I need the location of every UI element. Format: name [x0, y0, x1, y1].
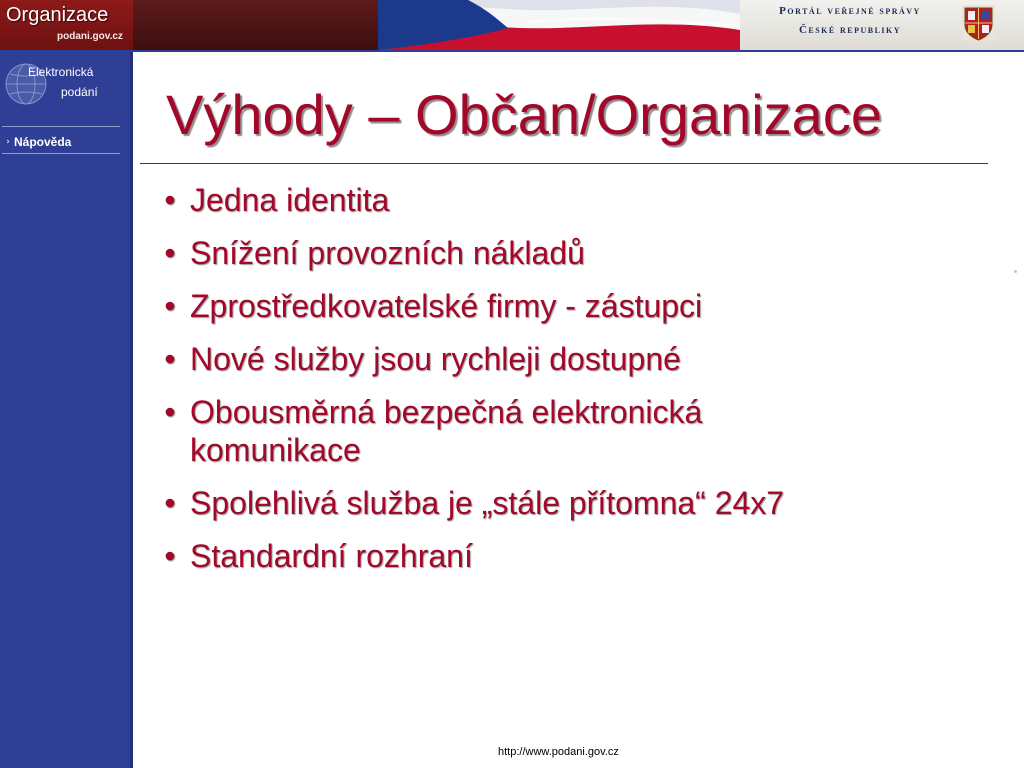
sidebar-item-napoveda[interactable] [2, 131, 120, 153]
chevron-right-icon: › [6, 137, 10, 147]
brand-title: Organizace [6, 4, 109, 26]
nav-divider-bottom [2, 153, 120, 154]
bullet-text: Spolehlivá služba je „stále přítomna“ 24x7 [190, 485, 785, 521]
bullet-list [150, 181, 1010, 590]
nav-divider-top [2, 126, 120, 127]
sidebar [0, 52, 132, 768]
bullet-icon: • [164, 538, 176, 574]
elektronicka-podani-logo[interactable] [2, 58, 118, 112]
bullet-icon: • [164, 182, 176, 218]
list-item [150, 234, 1010, 272]
slide-title: Výhody – Občan/Organizace [166, 83, 882, 146]
bullet-icon: • [164, 288, 176, 324]
decorative-dot [1014, 270, 1017, 273]
bullet-icon: • [164, 235, 176, 271]
list-item [150, 484, 1010, 522]
sidebar-edge [130, 52, 133, 768]
bullet-icon: • [164, 485, 176, 521]
list-item [150, 340, 1010, 378]
brand-subtitle: podani.gov.cz [57, 31, 123, 42]
czech-flag-image [378, 0, 740, 50]
list-item [150, 393, 1010, 469]
footer-url-link[interactable]: http://www.podani.gov.cz [498, 746, 619, 758]
brand-block[interactable] [0, 0, 133, 50]
portal-block[interactable] [740, 0, 1024, 50]
title-underline [140, 163, 988, 164]
portal-title-line2: České republiky [798, 24, 902, 36]
coat-of-arms-icon [962, 5, 995, 41]
bullet-text: Obousměrná bezpečná elektronická komunikace [190, 394, 703, 468]
list-item [150, 287, 1010, 325]
header-banner [0, 0, 1024, 52]
bullet-text: Jedna identita [190, 182, 390, 218]
bullet-icon: • [164, 394, 176, 430]
bullet-text: Nové služby jsou rychleji dostupné [190, 341, 681, 377]
bullet-text: Snížení provozních nákladů [190, 235, 585, 271]
list-item [150, 537, 1010, 575]
bullet-text: Standardní rozhraní [190, 538, 473, 574]
bullet-text: Zprostředkovatelské firmy - zástupci [190, 288, 703, 324]
bullet-icon: • [164, 341, 176, 377]
logo-label-line2: podání [61, 85, 98, 99]
portal-title-line1: Portál veřejné správy [779, 5, 921, 17]
flag-wave-graphic [378, 0, 740, 50]
list-item [150, 181, 1010, 219]
sidebar-item-label: Nápověda [14, 135, 72, 149]
header-divider [133, 0, 378, 50]
logo-label-line1: Elektronická [28, 65, 94, 79]
